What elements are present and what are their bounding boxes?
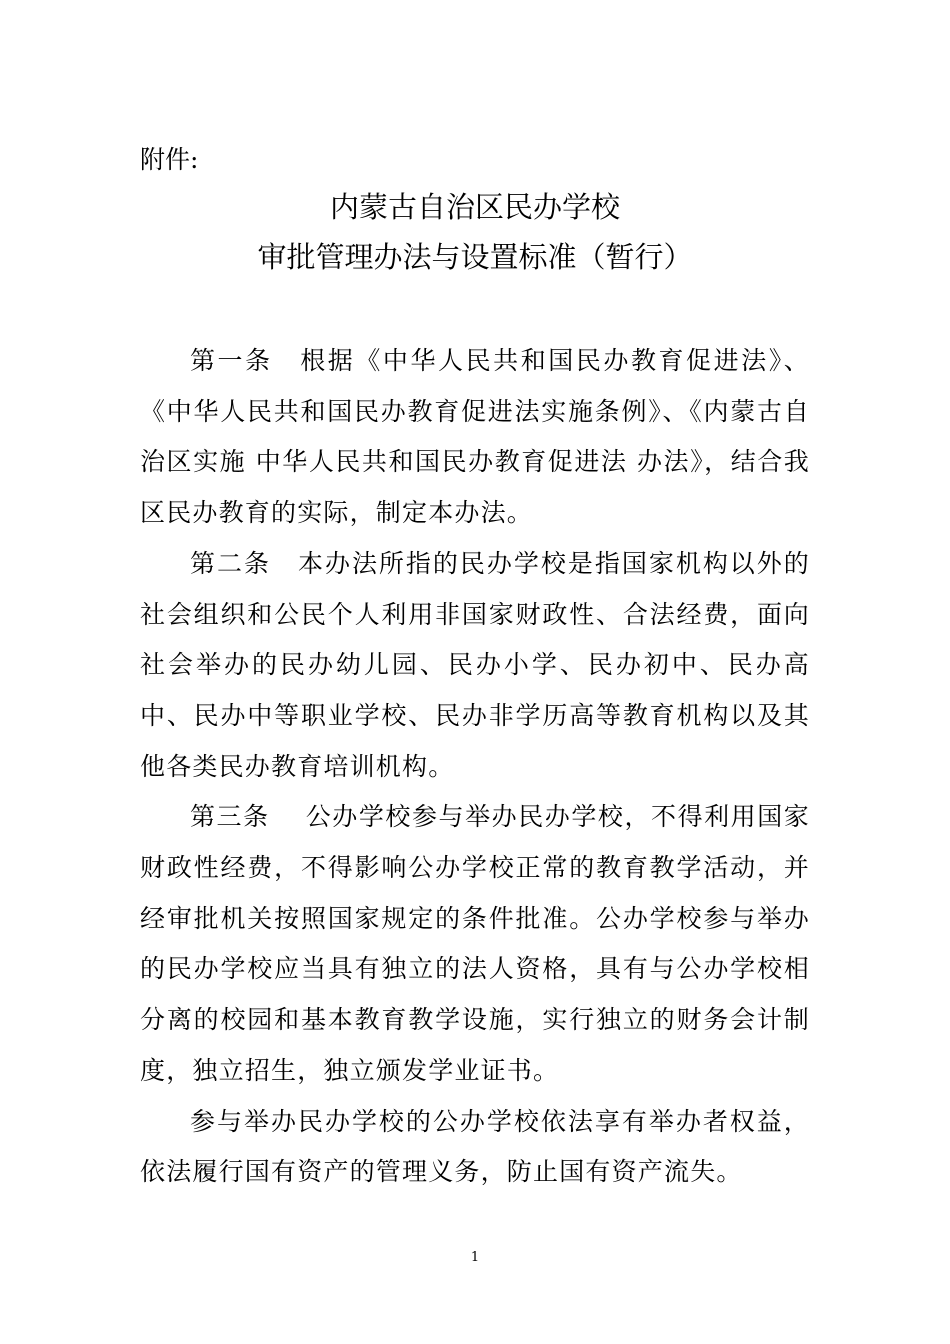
page-number: 1 xyxy=(470,1250,480,1265)
document-title-line-1: 内蒙古自治区民办学校 xyxy=(329,190,620,224)
attachment-label: 附件: xyxy=(140,145,199,174)
article-3-continuation-paragraph: 参与举办民办学校的公办学校依法享有举办者权益，依法履行国有资产的管理义务，防止国有资产流失。 xyxy=(140,1106,810,1187)
article-1-paragraph: 第一条 根据《中华人民共和国民办教育促进法》、《中华人民共和国民办教育促进法实施条例》、《内蒙古自治区实施 中华人民共和国民办教育促进法 办法》，结合我区民办教育的实际，制定本办法。 xyxy=(140,346,810,528)
document-title-line-2: 审批管理办法与设置标准（暂行） xyxy=(257,240,693,274)
document-body xyxy=(140,336,810,1198)
article-2-paragraph: 第二条 本办法所指的民办学校是指国家机构以外的社会组织和公民个人利用非国家财政性、合法经费，面向社会举办的民办幼儿园、民办小学、民办初中、民办高中、民办中等职业学校、民办非学历高等教育机构以及其他各类民办教育培训机构。 xyxy=(140,548,810,781)
article-3-paragraph: 第三条 公办学校参与举办民办学校，不得利用国家财政性经费，不得影响公办学校正常的教育教学活动，并经审批机关按照国家规定的条件批准。公办学校参与举办的民办学校应当具有独立的法人资格，具有与公办学校相分离的校园和基本教育教学设施，实行独立的财务会计制度，独立招生，独立颁发学业证书。 xyxy=(140,802,810,1085)
